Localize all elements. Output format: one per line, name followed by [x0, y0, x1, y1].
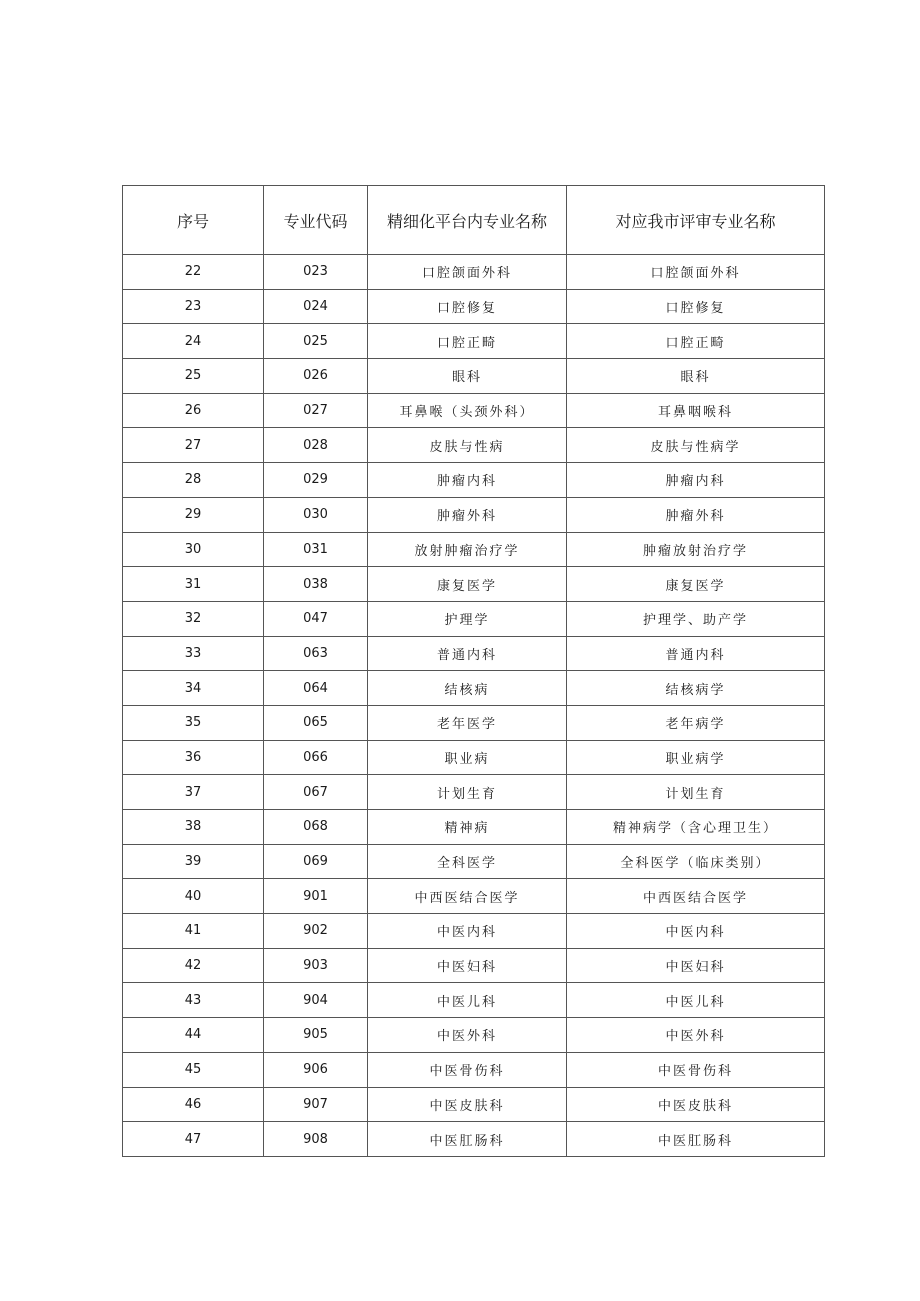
serial-number-cell: 23 [123, 289, 264, 324]
specialty-code-cell: 068 [264, 810, 368, 845]
table-row [123, 810, 825, 845]
specialty-code-cell: 903 [264, 948, 368, 983]
city-review-specialty-name-cell: 中医肛肠科 [567, 1122, 825, 1157]
specialty-code-cell: 027 [264, 393, 368, 428]
serial-number-cell: 47 [123, 1122, 264, 1157]
table-row [123, 983, 825, 1018]
city-review-specialty-name-cell: 肿瘤放射治疗学 [567, 532, 825, 567]
serial-number-cell: 25 [123, 359, 264, 394]
city-review-specialty-name-cell: 中西医结合医学 [567, 879, 825, 914]
serial-number-cell: 28 [123, 463, 264, 498]
serial-number-cell: 39 [123, 844, 264, 879]
platform-specialty-name-cell: 中医外科 [368, 1018, 567, 1053]
specialty-code-cell: 064 [264, 671, 368, 706]
platform-specialty-name-cell: 康复医学 [368, 567, 567, 602]
specialty-code-cell: 907 [264, 1087, 368, 1122]
platform-specialty-name-cell: 中医皮肤科 [368, 1087, 567, 1122]
table-row [123, 497, 825, 532]
city-review-specialty-name-cell: 普通内科 [567, 636, 825, 671]
city-review-specialty-name-cell: 老年病学 [567, 705, 825, 740]
table-row [123, 463, 825, 498]
city-review-specialty-name-cell: 口腔修复 [567, 289, 825, 324]
specialty-code-cell: 025 [264, 324, 368, 359]
serial-number-cell: 36 [123, 740, 264, 775]
header-serial-number: 序号 [123, 186, 264, 255]
table-row [123, 359, 825, 394]
table-row [123, 567, 825, 602]
table-row [123, 948, 825, 983]
platform-specialty-name-cell: 眼科 [368, 359, 567, 394]
specialty-code-cell: 901 [264, 879, 368, 914]
city-review-specialty-name-cell: 中医内科 [567, 914, 825, 949]
platform-specialty-name-cell: 结核病 [368, 671, 567, 706]
specialty-code-cell: 069 [264, 844, 368, 879]
city-review-specialty-name-cell: 护理学、助产学 [567, 601, 825, 636]
specialty-code-cell: 024 [264, 289, 368, 324]
specialty-code-cell: 904 [264, 983, 368, 1018]
table-row [123, 255, 825, 290]
city-review-specialty-name-cell: 结核病学 [567, 671, 825, 706]
table-row [123, 289, 825, 324]
serial-number-cell: 43 [123, 983, 264, 1018]
city-review-specialty-name-cell: 肿瘤内科 [567, 463, 825, 498]
specialty-code-cell: 906 [264, 1052, 368, 1087]
serial-number-cell: 31 [123, 567, 264, 602]
specialty-code-cell: 038 [264, 567, 368, 602]
specialty-code-cell: 065 [264, 705, 368, 740]
serial-number-cell: 24 [123, 324, 264, 359]
platform-specialty-name-cell: 计划生育 [368, 775, 567, 810]
platform-specialty-name-cell: 放射肿瘤治疗学 [368, 532, 567, 567]
platform-specialty-name-cell: 口腔修复 [368, 289, 567, 324]
serial-number-cell: 46 [123, 1087, 264, 1122]
serial-number-cell: 41 [123, 914, 264, 949]
city-review-specialty-name-cell: 中医儿科 [567, 983, 825, 1018]
serial-number-cell: 33 [123, 636, 264, 671]
specialty-code-cell: 028 [264, 428, 368, 463]
city-review-specialty-name-cell: 中医骨伤科 [567, 1052, 825, 1087]
serial-number-cell: 30 [123, 532, 264, 567]
specialty-code-cell: 902 [264, 914, 368, 949]
serial-number-cell: 27 [123, 428, 264, 463]
table-row [123, 671, 825, 706]
table-row [123, 914, 825, 949]
platform-specialty-name-cell: 全科医学 [368, 844, 567, 879]
table-row [123, 740, 825, 775]
table-row [123, 879, 825, 914]
platform-specialty-name-cell: 皮肤与性病 [368, 428, 567, 463]
serial-number-cell: 45 [123, 1052, 264, 1087]
platform-specialty-name-cell: 护理学 [368, 601, 567, 636]
header-row [123, 186, 825, 255]
platform-specialty-name-cell: 耳鼻喉（头颈外科） [368, 393, 567, 428]
platform-specialty-name-cell: 中医妇科 [368, 948, 567, 983]
table-row [123, 1018, 825, 1053]
platform-specialty-name-cell: 中西医结合医学 [368, 879, 567, 914]
serial-number-cell: 32 [123, 601, 264, 636]
table-header [123, 186, 825, 255]
specialty-code-cell: 030 [264, 497, 368, 532]
table-row [123, 1087, 825, 1122]
table-row [123, 705, 825, 740]
specialty-code-cell: 047 [264, 601, 368, 636]
city-review-specialty-name-cell: 皮肤与性病学 [567, 428, 825, 463]
serial-number-cell: 29 [123, 497, 264, 532]
table-body [123, 255, 825, 1157]
city-review-specialty-name-cell: 中医外科 [567, 1018, 825, 1053]
city-review-specialty-name-cell: 肿瘤外科 [567, 497, 825, 532]
platform-specialty-name-cell: 中医内科 [368, 914, 567, 949]
table-row [123, 844, 825, 879]
specialty-code-cell: 908 [264, 1122, 368, 1157]
platform-specialty-name-cell: 中医肛肠科 [368, 1122, 567, 1157]
platform-specialty-name-cell: 职业病 [368, 740, 567, 775]
table-row [123, 428, 825, 463]
serial-number-cell: 26 [123, 393, 264, 428]
city-review-specialty-name-cell: 口腔颌面外科 [567, 255, 825, 290]
city-review-specialty-name-cell: 中医妇科 [567, 948, 825, 983]
platform-specialty-name-cell: 口腔颌面外科 [368, 255, 567, 290]
platform-specialty-name-cell: 肿瘤外科 [368, 497, 567, 532]
city-review-specialty-name-cell: 全科医学（临床类别） [567, 844, 825, 879]
specialty-code-cell: 023 [264, 255, 368, 290]
city-review-specialty-name-cell: 精神病学（含心理卫生） [567, 810, 825, 845]
serial-number-cell: 37 [123, 775, 264, 810]
serial-number-cell: 34 [123, 671, 264, 706]
platform-specialty-name-cell: 中医儿科 [368, 983, 567, 1018]
table-row [123, 1052, 825, 1087]
serial-number-cell: 38 [123, 810, 264, 845]
header-specialty-code: 专业代码 [264, 186, 368, 255]
platform-specialty-name-cell: 老年医学 [368, 705, 567, 740]
city-review-specialty-name-cell: 眼科 [567, 359, 825, 394]
table-row [123, 532, 825, 567]
platform-specialty-name-cell: 精神病 [368, 810, 567, 845]
specialty-code-cell: 026 [264, 359, 368, 394]
specialty-code-cell: 066 [264, 740, 368, 775]
city-review-specialty-name-cell: 康复医学 [567, 567, 825, 602]
header-platform-specialty-name: 精细化平台内专业名称 [368, 186, 567, 255]
specialty-code-cell: 905 [264, 1018, 368, 1053]
table-row [123, 1122, 825, 1157]
table-row [123, 393, 825, 428]
city-review-specialty-name-cell: 口腔正畸 [567, 324, 825, 359]
table-row [123, 636, 825, 671]
platform-specialty-name-cell: 肿瘤内科 [368, 463, 567, 498]
specialty-code-cell: 031 [264, 532, 368, 567]
platform-specialty-name-cell: 口腔正畸 [368, 324, 567, 359]
header-city-review-specialty-name: 对应我市评审专业名称 [567, 186, 825, 255]
table-row [123, 775, 825, 810]
platform-specialty-name-cell: 中医骨伤科 [368, 1052, 567, 1087]
table-row [123, 601, 825, 636]
serial-number-cell: 35 [123, 705, 264, 740]
specialty-code-cell: 029 [264, 463, 368, 498]
serial-number-cell: 22 [123, 255, 264, 290]
platform-specialty-name-cell: 普通内科 [368, 636, 567, 671]
city-review-specialty-name-cell: 计划生育 [567, 775, 825, 810]
table-row [123, 324, 825, 359]
serial-number-cell: 42 [123, 948, 264, 983]
specialty-code-cell: 063 [264, 636, 368, 671]
serial-number-cell: 40 [123, 879, 264, 914]
serial-number-cell: 44 [123, 1018, 264, 1053]
specialty-code-cell: 067 [264, 775, 368, 810]
city-review-specialty-name-cell: 中医皮肤科 [567, 1087, 825, 1122]
city-review-specialty-name-cell: 职业病学 [567, 740, 825, 775]
specialty-mapping-table [122, 185, 825, 1157]
city-review-specialty-name-cell: 耳鼻咽喉科 [567, 393, 825, 428]
